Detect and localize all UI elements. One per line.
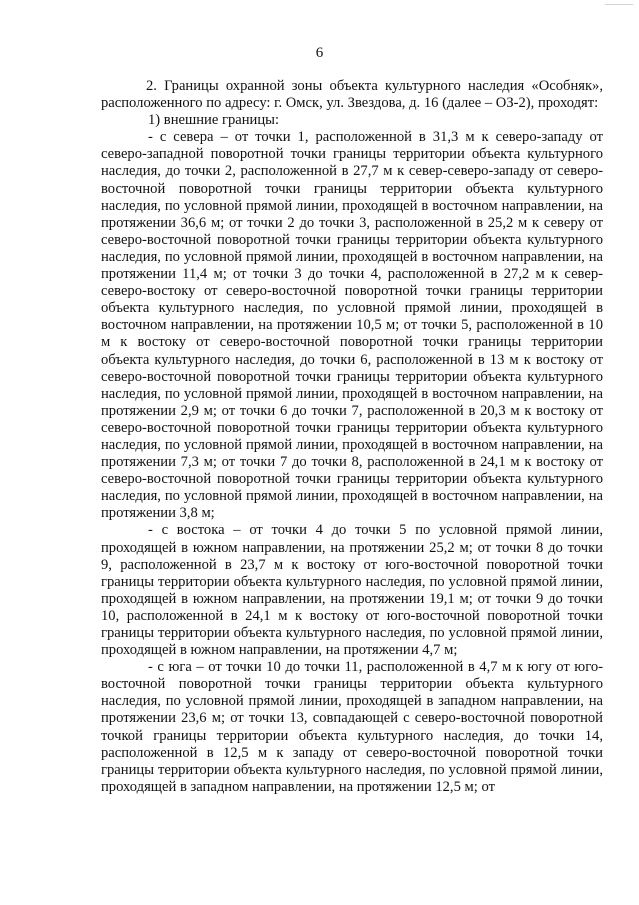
scan-corner-mark	[605, 4, 633, 11]
paragraph-section-heading: 2. Границы охранной зоны объекта культурного наследия «Особняк», расположенного по адресу: г. Омск, ул. Звездова, д. 16 (далее – ОЗ-2), проходят:	[101, 78, 603, 112]
paragraph-east-border: - с востока – от точки 4 до точки 5 по условной прямой линии, проходящей в южном направлении, на протяжении 25,2 м; от точки 8 до точки 9, расположенной в 23,7 м к востоку от юго-восточной поворотной точки границы территории объекта культурного наследия, по условной прямой линии, проходящей в южном направлении, на протяжении 19,1 м; от точки 9 до точки 10, расположенной в 24,1 м к востоку от юго-восточной поворотной точки границы территории объекта культурного наследия, по условной прямой линии, проходящей в южном направлении, на протяжении 4,7 м;	[101, 522, 603, 659]
document-body	[101, 78, 603, 796]
paragraph-north-border: - с севера – от точки 1, расположенной в 31,3 м к северо-западу от северо-западной поворотной точки границы территории объекта культурного наследия, до точки 2, расположенной в 27,7 м к север-северо-западу от северо-восточной поворотной точки границы территории объекта культурного наследия, по условной прямой линии, проходящей в восточном направлении, на протяжении 36,6 м; от точки 2 до точки 3, расположенной в 25,2 м к северу от северо-восточной поворотной точки границы территории объекта культурного наследия, по условной прямой линии, проходящей в восточном направлении, на протяжении 11,4 м; от точки 3 до точки 4, расположенной в 27,2 м к север-северо-востоку от северо-восточной поворотной точки границы территории объекта культурного наследия, по условной прямой линии, проходящей в восточном направлении, на протяжении 10,5 м; от точки 5, расположенной в 10 м к востоку от северо-восточной поворотной точки границы территории объекта культурного наследия, до точки 6, расположенной в 13 м к востоку от северо-восточной поворотной точки границы территории объекта культурного наследия, по условной прямой линии, проходящей в восточном направлении, на протяжении 2,9 м; от точки 6 до точки 7, расположенной в 20,3 м к востоку от северо-восточной поворотной точки границы территории объекта культурного наследия, по условной прямой линии, проходящей в восточном направлении, на протяжении 7,3 м; от точки 7 до точки 8, расположенной в 24,1 м к востоку от северо-восточной поворотной точки границы территории объекта культурного наследия, по условной прямой линии, проходящей в восточном направлении, на протяжении 3,8 м;	[101, 129, 603, 522]
page-number: 6	[315, 45, 324, 61]
paragraph-outer-borders-heading: 1) внешние границы:	[148, 112, 280, 129]
paragraph-south-border: - с юга – от точки 10 до точки 11, расположенной в 4,7 м к югу от юго-восточной поворотной точки границы территории объекта культурного наследия, по условной прямой линии, проходящей в западном направлении, на протяжении 23,6 м; от точки 13, совпадающей с северо-восточной поворотной точкой границы территории объекта культурного наследия, до точки 14, расположенной в 12,5 м к западу от северо-восточной поворотной точки границы территории объекта культурного наследия, по условной прямой линии, проходящей в западном направлении, на протяжении 12,5 м; от	[101, 659, 603, 795]
